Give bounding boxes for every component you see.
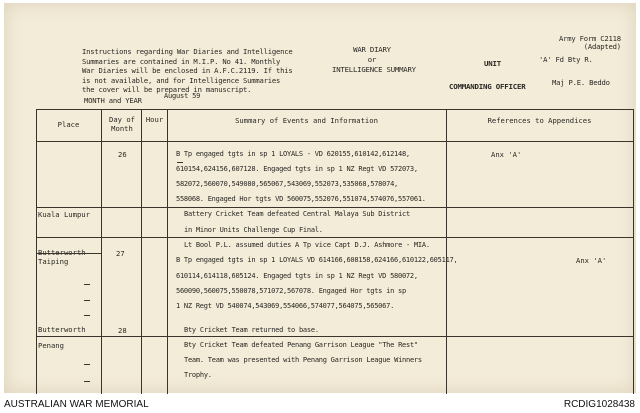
summary-line: 610114,614118,605124. Engaged tgts in sp 1 NZ Regt VD 580072, — [176, 272, 418, 280]
col-header-summary: Summary of Events and Information — [235, 116, 378, 125]
header-divider — [36, 141, 634, 142]
unit-value: 'A' Fd Bty R. — [539, 55, 593, 64]
place-cell: Taiping — [38, 257, 69, 266]
title-line: WAR DIARY — [353, 45, 391, 54]
summary-line: Bty Cricket Team defeated Penang Garrison League "The Rest" — [184, 341, 418, 349]
col-header-day: Day of Month — [109, 115, 135, 133]
rule-mark — [84, 300, 90, 301]
commanding-officer-value: Maj P.E. Beddo — [552, 78, 610, 87]
instruction-line: the cover will be prepared in manuscript. — [82, 85, 252, 94]
army-form-number: Army Form C2118 — [559, 34, 621, 43]
day-cell: 27 — [116, 249, 125, 258]
instructions-block — [82, 47, 322, 95]
unit-label: UNIT — [484, 59, 501, 68]
army-form-adapted: (Adapted) — [583, 42, 621, 51]
col-header-hour: Hour — [145, 115, 164, 124]
summary-line: in Minor Units Challenge Cup Final. — [184, 226, 323, 234]
rule-mark — [84, 364, 90, 365]
summary-line: 582072,560070,549080,565067,543069,552073,535068,578074, — [176, 180, 399, 188]
table-border-left — [36, 109, 37, 394]
summary-line: B Tp engaged tgts in sp 1 LOYALS VD 614166,608158,624166,610122,605117, — [176, 256, 458, 264]
row-divider — [36, 237, 634, 238]
instruction-line: War Diaries will be enclosed in A.F.C.2119. If this — [82, 66, 293, 75]
table-border-top — [36, 109, 634, 110]
summary-line: 1 NZ Regt VD 540074,543069,554066,574077,564075,565067. — [176, 302, 395, 310]
place-divider — [36, 253, 101, 254]
place-cell: Kuala Lumpur — [38, 210, 90, 219]
summary-line: Bty Cricket Team returned to base. — [184, 326, 319, 334]
title-line: or — [367, 55, 377, 64]
archive-name: AUSTRALIAN WAR MEMORIAL — [4, 399, 149, 410]
archive-footer — [0, 396, 640, 413]
col-divider-summary — [446, 109, 447, 394]
appendix-ref: Anx 'A' — [576, 256, 607, 265]
instruction-line: is not available, and for Intelligence Summaries — [82, 75, 281, 85]
place-cell: Butterworth — [38, 325, 86, 334]
col-divider-day — [141, 109, 142, 394]
rule-mark — [84, 284, 90, 285]
row-divider — [36, 336, 634, 337]
summary-line: Battery Cricket Team defeated Central Malaya Sub District — [184, 210, 410, 218]
war-diary-sheet — [4, 3, 636, 393]
instruction-line: Summaries are contained in M.I.P. No 41. Monthly — [82, 56, 281, 66]
document-title — [332, 45, 416, 75]
summary-line: Team. Team was presented with Penang Garrison League Winners — [184, 356, 422, 364]
day-cell: 26 — [118, 150, 127, 159]
title-line: INTELLIGENCE SUMMARY — [332, 65, 416, 74]
appendix-ref: Anx 'A' — [491, 150, 522, 159]
army-form-ref — [559, 35, 621, 51]
rule-mark — [84, 381, 90, 382]
instruction-line: Instructions regarding War Diaries and Intelligence — [82, 47, 293, 56]
summary-line: Lt Bool P.L. assumed duties A Tp vice Capt D.J. Ashmore - MIA. — [184, 241, 430, 249]
rule-mark — [177, 162, 183, 163]
col-header-references: References to Appendices — [487, 116, 592, 125]
rule-mark — [84, 315, 90, 316]
summary-line: Trophy. — [184, 371, 212, 379]
col-header-place: Place — [57, 120, 80, 129]
row-divider — [36, 207, 634, 208]
month-year-value: August 59 — [164, 92, 201, 100]
day-cell: 28 — [118, 326, 127, 335]
archive-id: RCDIG1028438 — [563, 399, 635, 410]
diary-table — [36, 109, 634, 394]
summary-line: 610154,624156,607128. Engaged tgts in sp 1 NZ Regt VD 572073, — [176, 165, 418, 173]
col-divider-hour — [167, 109, 168, 394]
table-border-right — [633, 109, 634, 394]
summary-line: 558068. Engaged Hor tgts VD 560075,552076,551074,574076,557061. — [176, 195, 426, 203]
commanding-officer-label: COMMANDING OFFICER — [449, 82, 526, 91]
place-cell: Penang — [38, 341, 64, 350]
month-year-label: MONTH and YEAR — [84, 96, 142, 105]
summary-line: B Tp engaged tgts in sp 1 LOYALS - VD 620155,610142,612148, — [176, 150, 410, 158]
summary-line: 560090,560075,550078,571072,567078. Engaged Hor tgts in sp — [176, 287, 406, 295]
col-divider-place — [101, 109, 102, 394]
